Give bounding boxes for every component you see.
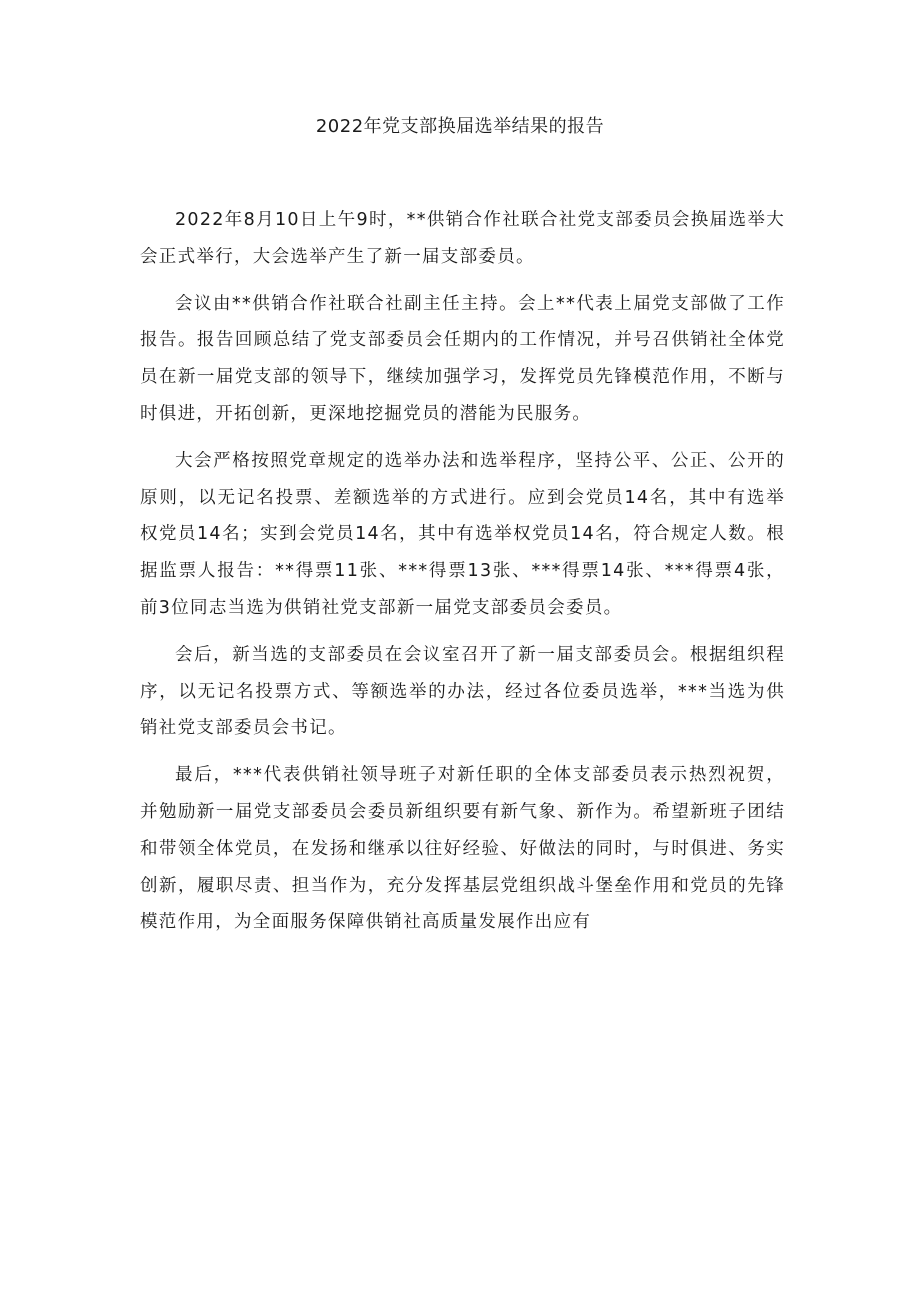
document-body <box>140 202 785 951</box>
paragraph-secretary-election: 会后，新当选的支部委员在会议室召开了新一届支部委员会。根据组织程序，以无记名投票方式、等额选举的办法，经过各位委员选举，***当选为供销社党支部委员会书记。 <box>140 644 785 739</box>
paragraph-closing-remarks: 最后，***代表供销社领导班子对新任职的全体支部委员表示热烈祝贺，并勉励新一届党支部委员会委员新组织要有新气象、新作为。希望新班子团结和带领全体党员，在发扬和继承以往好经验、好做法的同时，与时俱进、务实创新，履职尽责、担当作为，充分发挥基层党组织战斗堡垒作用和党员的先锋模范作用，为全面服务保障供销社高质量发展作出应有 <box>140 765 785 933</box>
document-title: 2022年党支部换届选举结果的报告 <box>315 116 605 137</box>
paragraph-voting-results: 大会严格按照党章规定的选举办法和选举程序，坚持公平、公正、公开的原则，以无记名投票、差额选举的方式进行。应到会党员14名，其中有选举权党员14名；实到会党员14名，其中有选举权党员14名，符合规定人数。根据监票人报告：**得票11张、***得票13张、***得票14张、***得票4张，前3位同志当选为供销社党支部新一届党支部委员会委员。 <box>140 450 785 618</box>
paragraph-meeting-report: 会议由**供销合作社联合社副主任主持。会上**代表上届党支部做了工作报告。报告回顾总结了党支部委员会任期内的工作情况，并号召供销社全体党员在新一届党支部的领导下，继续加强学习，发挥党员先锋模范作用，不断与时俱进，开拓创新，更深地挖掘党员的潜能为民服务。 <box>140 293 785 424</box>
paragraph-election-date: 2022年8月10日上午9时，**供销合作社联合社党支部委员会换届选举大会正式举行，大会选举产生了新一届支部委员。 <box>140 210 785 267</box>
